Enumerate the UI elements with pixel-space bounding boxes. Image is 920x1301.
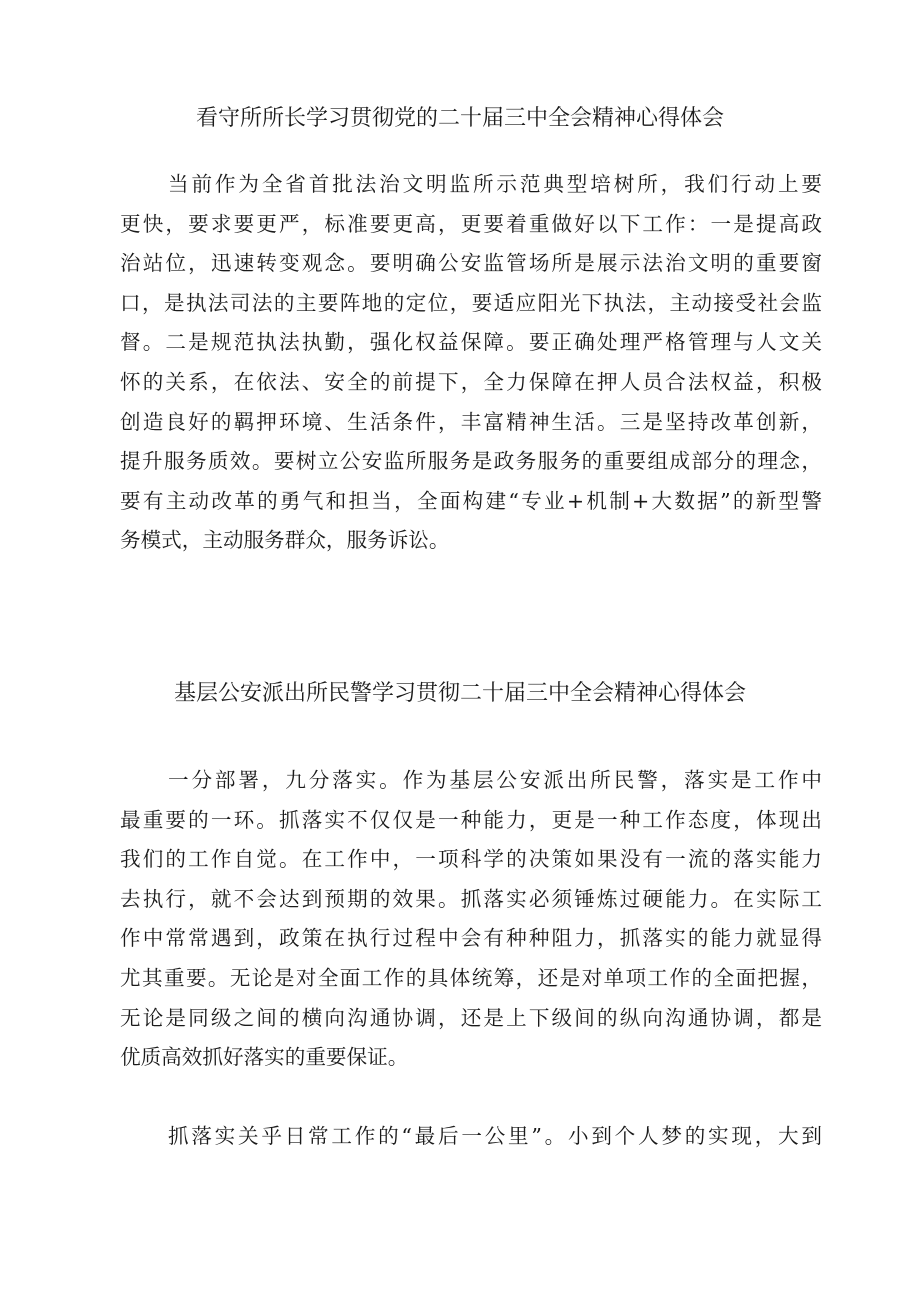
paragraph-line: 优质高效抓好落实的重要保证。 [120,1045,409,1070]
paragraph-line: 更快，要求要更严，标准要更高，更要着重做好以下工作：一是提高政 [120,211,822,236]
paragraph-line: 去执行，就不会达到预期的效果。抓落实必须锤炼过硬能力。在实际工 [120,886,822,911]
paragraph-line: 治站位，迅速转变观念。要明确公安监管场所是展示法治文明的重要窗 [120,251,822,276]
paragraph-line: 抓落实关乎日常工作的“最后一公里”。小到个人梦的实现，大到 [168,1124,822,1148]
paragraph-line: 提升服务质效。要树立公安监所服务是政务服务的重要组成部分的理念， [120,449,822,474]
paragraph-line: 无论是同级之间的横向沟通协调，还是上下级间的纵向沟通协调，都是 [120,1005,822,1030]
section-title: 基层公安派出所民警学习贯彻二十届三中全会精神心得体会 [173,681,746,706]
paragraph-line: 我们的工作自觉。在工作中，一项科学的决策如果没有一流的落实能力 [120,847,822,872]
paragraph-line: 务模式，主动服务群众，服务诉讼。 [120,528,450,553]
paragraph-line: 当前作为全省首批法治文明监所示范典型培树所，我们行动上要 [168,172,822,196]
section-title: 看守所所长学习贯彻党的二十届三中全会精神心得体会 [195,106,724,131]
paragraph [120,761,822,1078]
paragraph-line: 尤其重要。无论是对全面工作的具体统筹，还是对单项工作的全面把握， [120,965,822,990]
paragraph-line: 创造良好的羁押环境、生活条件，丰富精神生活。三是坚持改革创新， [120,409,822,434]
paragraph [120,1117,822,1157]
paragraph-line: 口，是执法司法的主要阵地的定位，要适应阳光下执法，主动接受社会监 [120,290,822,315]
paragraph-line: 作中常常遇到，政策在执行过程中会有种种阻力，抓落实的能力就显得 [120,926,822,951]
paragraph-line: 要有主动改革的勇气和担当，全面构建“专业+机制+大数据”的新型警 [120,488,822,513]
paragraph-line: 督。二是规范执法执勤，强化权益保障。要正确处理严格管理与人文关 [120,330,822,355]
paragraph [120,165,822,561]
paragraph-line: 最重要的一环。抓落实不仅仅是一种能力，更是一种工作态度，体现出 [120,807,822,832]
paragraph-line: 怀的关系，在依法、安全的前提下，全力保障在押人员合法权益，积极 [120,369,822,394]
paragraph-line: 一分部署，九分落实。作为基层公安派出所民警，落实是工作中 [168,768,822,792]
